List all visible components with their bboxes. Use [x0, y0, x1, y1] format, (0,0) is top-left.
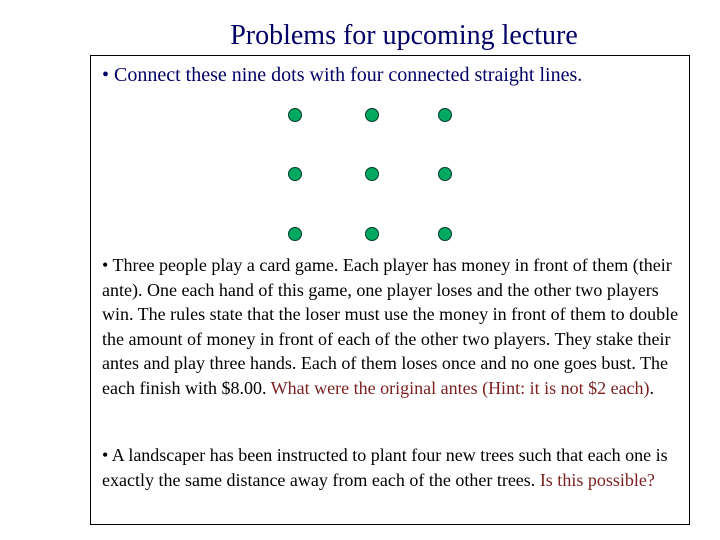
dot-r2-c1: [288, 167, 302, 181]
problem-four-trees-question: Is this possible?: [539, 469, 655, 490]
dot-r3-c1: [288, 227, 302, 241]
dot-r2-c3: [438, 167, 452, 181]
problem-card-game: [102, 253, 692, 400]
problem-card-game-text: • Three people play a card game. Each player has money in front of them (their ante). One each hand of this game, one player loses and the other two players win. The rules state that the loser must use the money in front of them to double the amount of money in front of each of the other two players. They stake their antes and play three hands. Each of them loses once and no one goes bust. The each finish with $8.00.: [102, 255, 679, 398]
problem-nine-dots-text: • Connect these nine dots with four connected straight lines.: [102, 64, 583, 86]
problem-card-game-question: What were the original antes (Hint: it is not $2 each): [270, 377, 650, 398]
dot-r3-c3: [438, 227, 452, 241]
problem-four-trees-text: • A landscaper has been instructed to plant four new trees such that each one is exactly the same distance away from each of the other trees.: [102, 445, 668, 490]
problem-card-game-end: .: [649, 377, 655, 398]
dot-r1-c2: [365, 108, 379, 122]
dot-r1-c3: [438, 108, 452, 122]
content-frame: [90, 55, 690, 525]
dot-r3-c2: [365, 227, 379, 241]
dot-r2-c2: [365, 167, 379, 181]
dot-r1-c1: [288, 108, 302, 122]
problem-nine-dots: [102, 63, 582, 88]
problem-four-trees: [102, 443, 692, 492]
slide-title: Problems for upcoming lecture: [230, 20, 578, 51]
